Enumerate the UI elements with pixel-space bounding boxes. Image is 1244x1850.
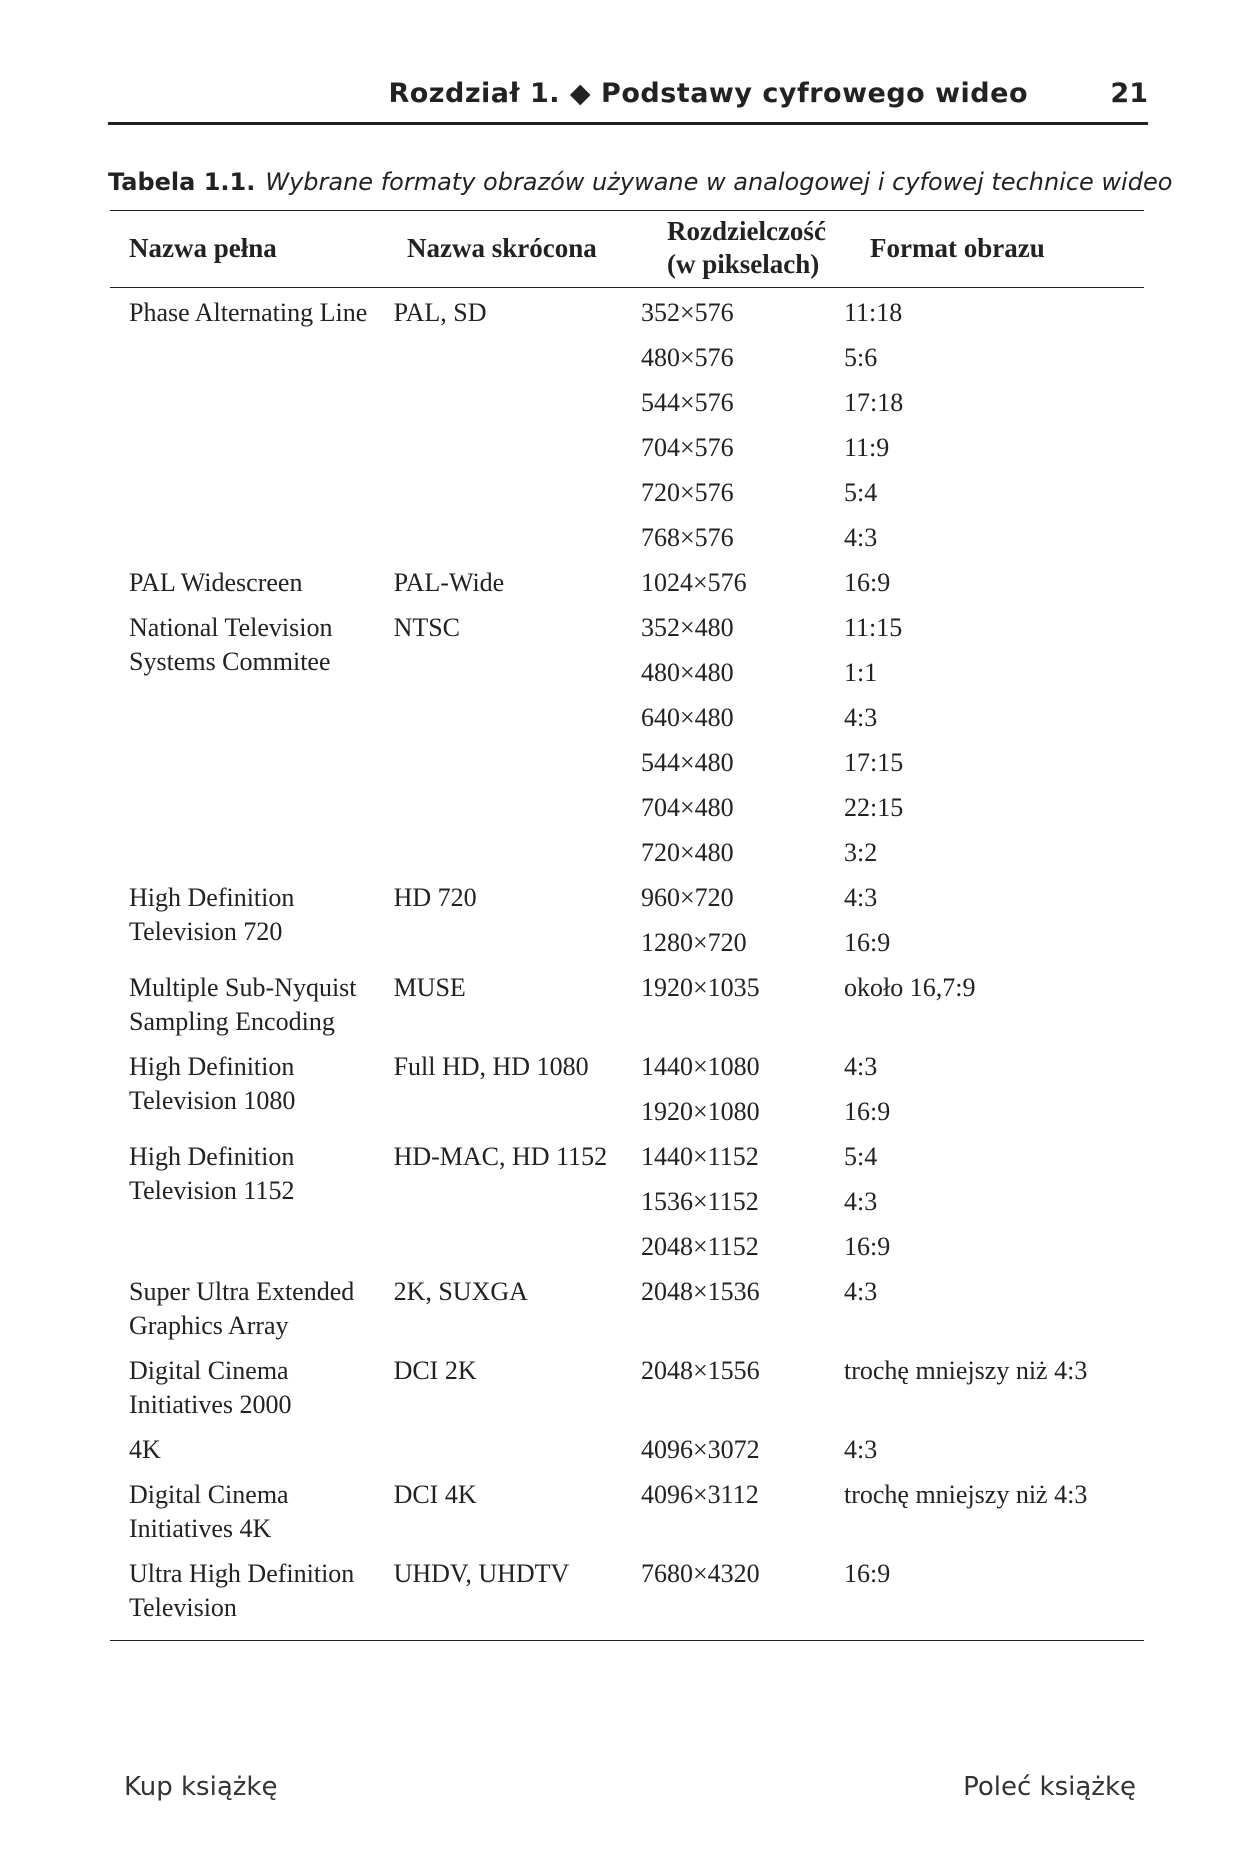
buy-book-link[interactable]: Kup książkę bbox=[124, 1772, 278, 1802]
chapter-title: Rozdział 1. ◆ Podstawy cyfrowego wideo bbox=[388, 78, 1028, 109]
cell-resolution: 544×480 bbox=[641, 748, 734, 777]
entry-line bbox=[641, 1230, 1144, 1275]
cell-short-name: Full HD, HD 1080 bbox=[393, 1052, 589, 1081]
cell-resolution: 720×480 bbox=[641, 838, 734, 867]
cell-short-name: DCI 4K bbox=[393, 1480, 477, 1509]
cell-aspect-ratio: 4:3 bbox=[844, 1052, 878, 1081]
cell-short-name: HD 720 bbox=[393, 883, 477, 912]
cell-entries bbox=[641, 611, 1144, 881]
cell-aspect-ratio: 4:3 bbox=[844, 1187, 878, 1216]
cell-aspect-ratio: 11:15 bbox=[844, 613, 903, 642]
table-row bbox=[110, 971, 1144, 1050]
table-row bbox=[110, 1275, 1144, 1354]
recommend-book-link[interactable]: Poleć książkę bbox=[963, 1772, 1136, 1802]
cell-aspect-ratio: 1:1 bbox=[844, 658, 878, 687]
cell-entries bbox=[641, 1050, 1144, 1140]
cell-resolution: 640×480 bbox=[641, 703, 734, 732]
caption-text: Wybrane formaty obrazów używane w analogowej i cyfowej technice wideo bbox=[265, 168, 1173, 196]
entry-line bbox=[641, 1354, 1144, 1433]
cell-aspect-ratio: 4:3 bbox=[844, 883, 878, 912]
entry-line bbox=[641, 1433, 1144, 1478]
cell-resolution: 544×576 bbox=[641, 388, 734, 417]
entry-line bbox=[641, 566, 1144, 611]
caption-label: Tabela 1.1. bbox=[108, 168, 256, 196]
cell-aspect-ratio: 11:9 bbox=[844, 433, 890, 462]
cell-resolution: 1920×1080 bbox=[641, 1097, 760, 1126]
table-body bbox=[110, 288, 1144, 1640]
cell-aspect-ratio: trochę mniejszy niż 4:3 bbox=[844, 1480, 1088, 1509]
cell-resolution: 1280×720 bbox=[641, 928, 747, 957]
entry-line bbox=[641, 701, 1144, 746]
header-format: Format obrazu bbox=[870, 233, 1045, 263]
cell-resolution: 1536×1152 bbox=[641, 1187, 759, 1216]
table-row bbox=[110, 1433, 1144, 1478]
cell-full-name: High Definition Television 720 bbox=[129, 883, 295, 946]
cell-aspect-ratio: 17:15 bbox=[844, 748, 904, 777]
cell-resolution: 352×480 bbox=[641, 613, 734, 642]
cell-resolution: 720×576 bbox=[641, 478, 734, 507]
cell-resolution: 4096×3112 bbox=[641, 1480, 759, 1509]
entry-line bbox=[641, 971, 1144, 1050]
entry-line bbox=[641, 881, 1144, 926]
cell-entries bbox=[641, 566, 1144, 611]
table-caption bbox=[108, 168, 1172, 196]
cell-entries bbox=[641, 1140, 1144, 1275]
cell-aspect-ratio: 17:18 bbox=[844, 388, 904, 417]
formats-table bbox=[110, 210, 1144, 1641]
cell-short-name: PAL, SD bbox=[393, 298, 487, 327]
cell-aspect-ratio: 4:3 bbox=[844, 1277, 878, 1306]
cell-aspect-ratio: 5:6 bbox=[844, 343, 878, 372]
entry-line bbox=[641, 1050, 1144, 1095]
entry-line bbox=[641, 1140, 1144, 1185]
cell-full-name: Multiple Sub-Nyquist Sampling Encoding bbox=[129, 973, 357, 1036]
cell-aspect-ratio: 16:9 bbox=[844, 1559, 891, 1588]
cell-aspect-ratio: 4:3 bbox=[844, 1435, 878, 1464]
cell-full-name: PAL Widescreen bbox=[129, 568, 303, 597]
table-row bbox=[110, 566, 1144, 611]
cell-resolution: 1440×1152 bbox=[641, 1142, 759, 1171]
entry-line bbox=[641, 926, 1144, 971]
cell-full-name: High Definition Television 1152 bbox=[129, 1142, 295, 1205]
cell-resolution: 704×480 bbox=[641, 793, 734, 822]
cell-aspect-ratio: 4:3 bbox=[844, 703, 878, 732]
cell-aspect-ratio: 16:9 bbox=[844, 1097, 891, 1126]
table-row bbox=[110, 1050, 1144, 1140]
table-row bbox=[110, 1140, 1144, 1275]
table-row bbox=[110, 1478, 1144, 1557]
cell-resolution: 480×480 bbox=[641, 658, 734, 687]
cell-resolution: 352×576 bbox=[641, 298, 734, 327]
cell-aspect-ratio: 16:9 bbox=[844, 1232, 891, 1261]
cell-aspect-ratio: 3:2 bbox=[844, 838, 878, 867]
entry-line bbox=[641, 1478, 1144, 1557]
header-resolution-line2: (w pikselach) bbox=[667, 249, 820, 279]
cell-resolution: 768×576 bbox=[641, 523, 734, 552]
cell-short-name: NTSC bbox=[393, 613, 461, 642]
cell-resolution: 2048×1556 bbox=[641, 1356, 760, 1385]
cell-resolution: 2048×1152 bbox=[641, 1232, 759, 1261]
table-row bbox=[110, 611, 1144, 881]
page-number: 21 bbox=[1110, 78, 1148, 109]
entry-line bbox=[641, 521, 1144, 566]
cell-short-name: PAL-Wide bbox=[393, 568, 505, 597]
entry-line bbox=[641, 1095, 1144, 1140]
cell-full-name: Digital Cinema Initiatives 4K bbox=[129, 1480, 289, 1543]
cell-entries bbox=[641, 1557, 1144, 1636]
cell-resolution: 1024×576 bbox=[641, 568, 747, 597]
cell-resolution: 1920×1035 bbox=[641, 973, 760, 1002]
cell-resolution: 7680×4320 bbox=[641, 1559, 760, 1588]
entry-line bbox=[641, 296, 1144, 341]
cell-aspect-ratio: około 16,7:9 bbox=[844, 973, 976, 1002]
cell-resolution: 2048×1536 bbox=[641, 1277, 760, 1306]
entry-line bbox=[641, 836, 1144, 881]
entry-line bbox=[641, 791, 1144, 836]
cell-full-name: Digital Cinema Initiatives 2000 bbox=[129, 1356, 292, 1419]
cell-short-name: UHDV, UHDTV bbox=[393, 1559, 570, 1588]
cell-entries bbox=[641, 971, 1144, 1050]
cell-resolution: 704×576 bbox=[641, 433, 734, 462]
cell-full-name: Ultra High Definition Television bbox=[129, 1559, 355, 1622]
cell-resolution: 4096×3072 bbox=[641, 1435, 760, 1464]
entry-line bbox=[641, 611, 1144, 656]
entry-line bbox=[641, 1275, 1144, 1354]
header-resolution-line1: Rozdzielczość bbox=[667, 216, 826, 246]
cell-aspect-ratio: 11:18 bbox=[844, 298, 903, 327]
cell-aspect-ratio: 5:4 bbox=[844, 478, 878, 507]
table-bottom-rule bbox=[110, 1640, 1144, 1641]
cell-entries bbox=[641, 1433, 1144, 1478]
cell-aspect-ratio: 16:9 bbox=[844, 568, 891, 597]
cell-entries bbox=[641, 881, 1144, 971]
entry-line bbox=[641, 341, 1144, 386]
header-short-name: Nazwa skrócona bbox=[407, 233, 597, 263]
table-row bbox=[110, 881, 1144, 971]
cell-full-name: 4K bbox=[129, 1435, 161, 1464]
entry-line bbox=[641, 431, 1144, 476]
cell-entries bbox=[641, 1275, 1144, 1354]
cell-aspect-ratio: 5:4 bbox=[844, 1142, 878, 1171]
cell-short-name: 2K, SUXGA bbox=[393, 1277, 528, 1306]
cell-full-name: National Television Systems Commitee bbox=[129, 613, 333, 676]
table-row bbox=[110, 296, 1144, 566]
cell-entries bbox=[641, 1354, 1144, 1433]
cell-aspect-ratio: 22:15 bbox=[844, 793, 904, 822]
header-name: Nazwa pełna bbox=[129, 233, 277, 263]
running-head bbox=[108, 74, 1148, 125]
cell-aspect-ratio: trochę mniejszy niż 4:3 bbox=[844, 1356, 1088, 1385]
cell-full-name: High Definition Television 1080 bbox=[129, 1052, 296, 1115]
cell-full-name: Super Ultra Extended Graphics Array bbox=[129, 1277, 355, 1340]
entry-line bbox=[641, 476, 1144, 521]
entry-line bbox=[641, 1185, 1144, 1230]
cell-short-name bbox=[394, 1433, 641, 1478]
cell-resolution: 960×720 bbox=[641, 883, 734, 912]
table-row bbox=[110, 1354, 1144, 1433]
cell-full-name: Phase Alternating Line bbox=[129, 298, 368, 327]
cell-short-name: DCI 2K bbox=[393, 1356, 477, 1385]
entry-line bbox=[641, 1557, 1144, 1636]
entry-line bbox=[641, 386, 1144, 431]
cell-aspect-ratio: 16:9 bbox=[844, 928, 891, 957]
cell-entries bbox=[641, 1478, 1144, 1557]
entry-line bbox=[641, 656, 1144, 701]
table-header bbox=[110, 211, 1144, 287]
cell-short-name: HD-MAC, HD 1152 bbox=[393, 1142, 608, 1171]
cell-resolution: 480×576 bbox=[641, 343, 734, 372]
cell-resolution: 1440×1080 bbox=[641, 1052, 760, 1081]
cell-entries bbox=[641, 296, 1144, 566]
header-resolution bbox=[667, 215, 826, 281]
entry-line bbox=[641, 746, 1144, 791]
table-row bbox=[110, 1557, 1144, 1636]
cell-aspect-ratio: 4:3 bbox=[844, 523, 878, 552]
cell-short-name: MUSE bbox=[393, 973, 466, 1002]
